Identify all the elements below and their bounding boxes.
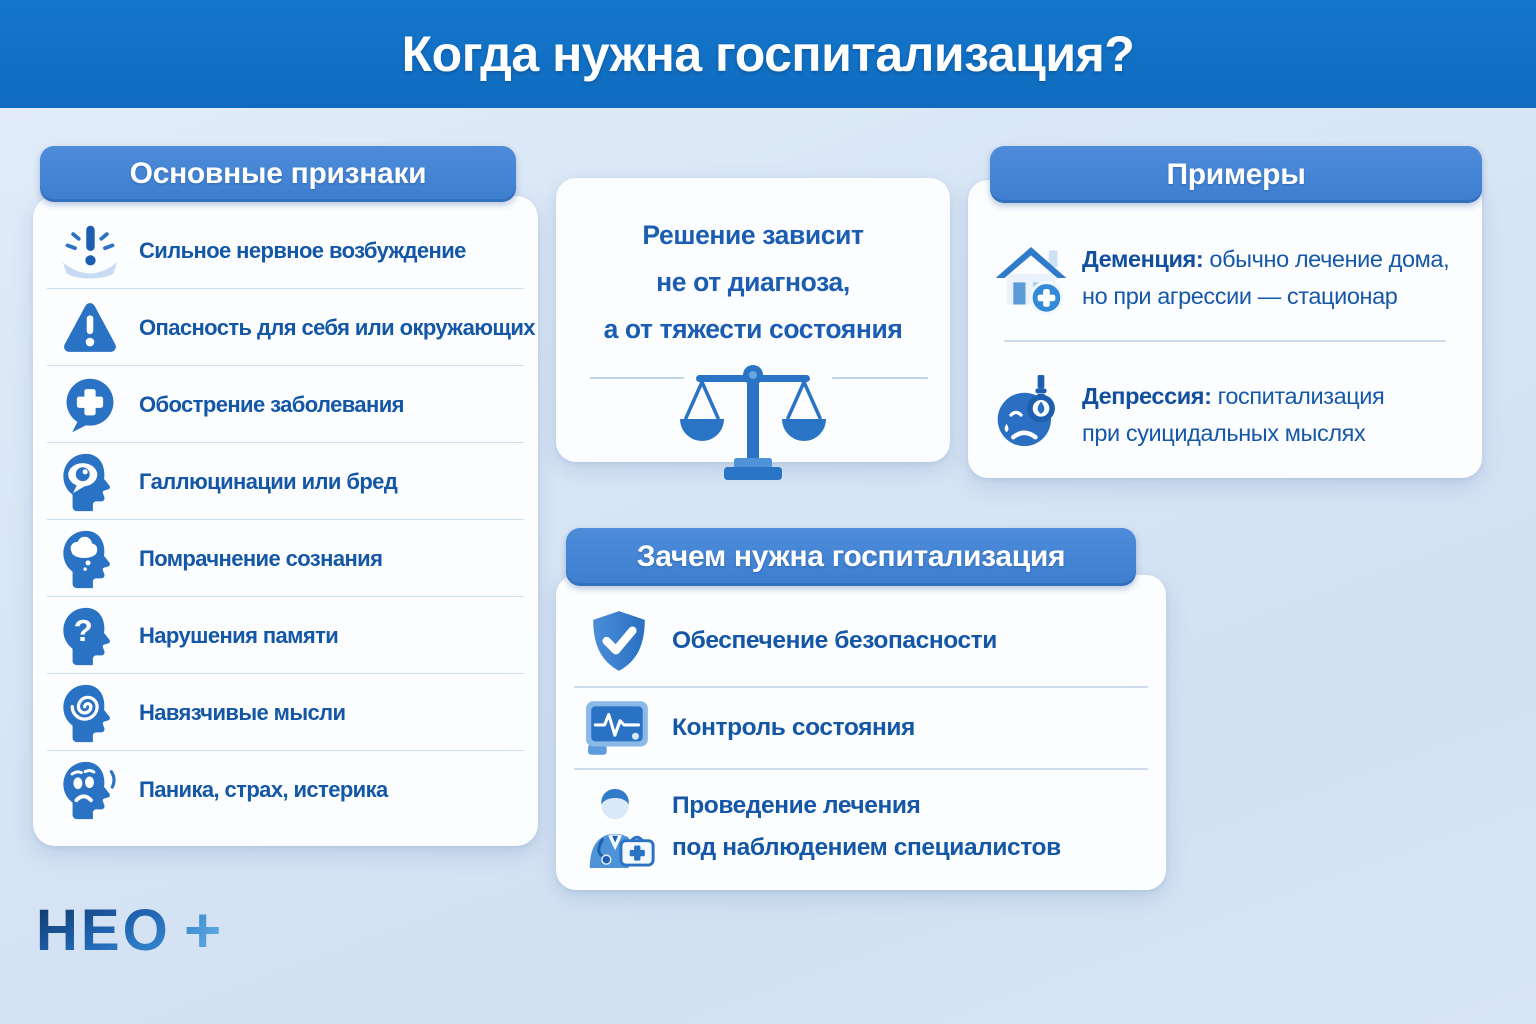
list-item	[580, 689, 1146, 767]
decision-line: не от диагноза,	[656, 267, 850, 297]
list-item	[33, 751, 538, 828]
examples-panel-card	[968, 180, 1482, 478]
example-term: Деменция:	[1082, 246, 1204, 272]
reasons-panel-title: Зачем нужна госпитализация	[636, 540, 1066, 573]
list-item	[33, 443, 538, 520]
doctor-treatment-icon	[580, 784, 658, 870]
svg-text:?: ?	[73, 612, 93, 648]
list-item	[580, 771, 1146, 883]
divider	[574, 686, 1148, 688]
logo-text: НЕО	[36, 898, 171, 963]
danger-warning-icon	[55, 294, 125, 362]
list-item	[33, 289, 538, 366]
neo-plus-logo	[36, 896, 266, 971]
balance-scales-icon	[678, 362, 828, 489]
examples-panel-header	[990, 146, 1482, 203]
examples-panel-title: Примеры	[1166, 157, 1306, 191]
home-care-icon	[988, 232, 1074, 324]
sign-label: Обострение заболевания	[139, 391, 404, 417]
example-text	[1082, 241, 1449, 315]
decision-line: Решение зависит	[642, 220, 864, 250]
sign-label: Навязчивые мысли	[139, 699, 346, 725]
decision-card	[556, 178, 950, 462]
signs-panel-header	[40, 146, 516, 202]
obsessive-thoughts-icon	[55, 679, 125, 747]
sign-label: Паника, страх, истерика	[139, 776, 388, 802]
list-item	[988, 360, 1466, 470]
list-item	[33, 674, 538, 751]
sign-label: Нарушения памяти	[139, 622, 339, 648]
decision-text	[556, 212, 950, 353]
list-item	[33, 520, 538, 597]
example-term: Депрессия:	[1082, 383, 1212, 409]
depression-icon	[988, 369, 1074, 461]
divider	[1004, 340, 1446, 342]
decision-line: а от тяжести состояния	[603, 314, 903, 344]
reasons-panel-header	[566, 528, 1136, 586]
panic-fear-icon	[55, 756, 125, 824]
example-line: Депрессия: госпитализация	[1082, 383, 1385, 409]
hallucinations-icon	[55, 448, 125, 516]
signs-panel-title: Основные признаки	[129, 157, 427, 190]
page-title: Когда нужна госпитализация?	[401, 26, 1135, 82]
safety-shield-icon	[580, 598, 658, 684]
reason-label: Обеспечение безопасности	[672, 627, 997, 654]
disease-flareup-icon	[55, 371, 125, 439]
monitoring-icon	[580, 685, 658, 771]
list-item	[580, 597, 1146, 685]
sign-label: Галлюцинации или бред	[139, 468, 398, 494]
scale-side-line-left	[590, 377, 684, 379]
signs-panel-card	[33, 196, 538, 846]
logo-plus: +	[184, 896, 222, 966]
list-item	[33, 597, 538, 674]
scale-side-line-right	[832, 377, 928, 379]
example-line: Деменция: обычно лечение дома,	[1082, 246, 1450, 272]
reason-label: Проведение лечения под наблюдением специалистов	[672, 792, 1061, 861]
divider	[574, 768, 1148, 770]
header-bar	[0, 0, 1536, 108]
sign-label: Помрачнение сознания	[139, 545, 383, 571]
sign-label: Опасность для себя или окружающих	[139, 314, 535, 340]
example-line: но при агрессии — стационар	[1082, 283, 1398, 309]
example-line: при суицидальных мыслях	[1082, 420, 1366, 446]
list-item	[988, 220, 1466, 336]
clouded-consciousness-icon	[55, 525, 125, 593]
sign-label: Сильное нервное возбуждение	[139, 237, 466, 263]
signs-list	[33, 212, 538, 828]
reason-label: Контроль состояния	[672, 714, 915, 741]
example-text	[1082, 378, 1384, 452]
list-item	[33, 212, 538, 289]
memory-impairment-icon	[55, 602, 125, 670]
reasons-panel-card	[556, 575, 1166, 890]
nervous-agitation-icon	[55, 217, 125, 285]
list-item	[33, 366, 538, 443]
